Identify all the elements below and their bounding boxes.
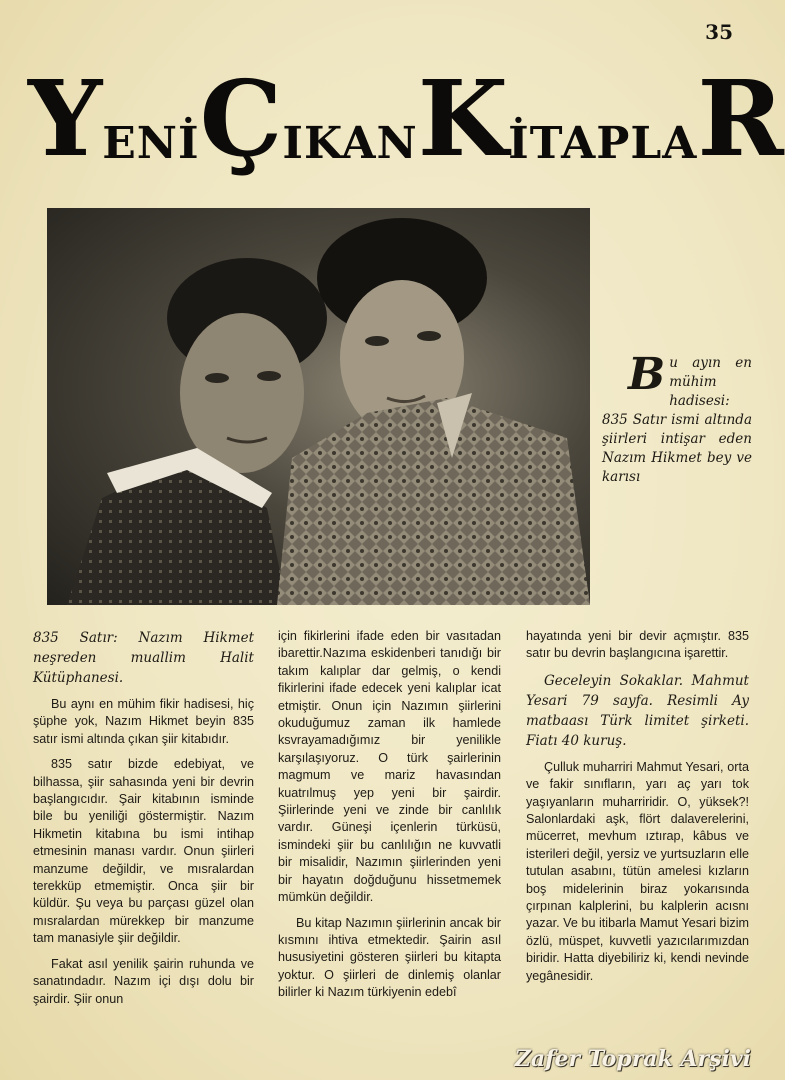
caption-text: u ayın en mühim hadisesi: 835 Satır ismi altında şiirleri intişar eden Nazım Hikmet bey ve karısı bbox=[602, 355, 752, 485]
paragraph: hayatında yeni bir devir açmıştır. 835 satır bu devrin başlangıcına işarettir. bbox=[526, 629, 749, 661]
paragraph: için fikirlerini ifade eden bir vasıtadan ibarettir.Nazıma eskidenberi tanıdığı bir takım kalıplar dar gelmiş, o kendi fikirlerini ifade edecek yeni kalıplar icat etmiştir. Onun için Nazımın şiirlerini okuduğumuz zaman ilk hamlede ksvrayamadığımız bir yenilikle karşılaşıyoruz. O türk şairlerinin magmum ve mariz havasından kuatrılmuş yep yeni bir şairdir. Şiirlerinde yeni ve zinde bir canlılık vardır. Güneşi içenlerin türküsü, ismindeki şiir bu canlılığın ne kuvvatli bir misalidir, Nazımın şiirlerinden yeni bir hayatın doğduğunu hissetmemek mümkün değildir. bbox=[278, 629, 501, 905]
article-column-3 bbox=[526, 628, 749, 993]
photo-caption bbox=[602, 349, 752, 487]
headline-word-1: Y ENİ bbox=[28, 57, 200, 181]
paragraph: Bu kitap Nazımın şiirlerinin ancak bir kısmını ihtiva etmektedir. Şairin asıl hususiyetini gösteren şiirleri bu kitapta yoktur. O şiirleri de dinlemiş olanlar bilirler ki Nazım türkiyenin edebî bbox=[278, 915, 501, 1000]
paragraph: Çulluk muharriri Mahmut Yesari, orta ve fakir sınıfların, yarı aç yarı tok yaşıyanların muharriridir. O, yüksek?! Salonlardaki aşk, flört dalaverelerini, mücerret, mevhum ıztırap, kâbus ve isterileri değil, yersiz ve yurtsuzların elle tutulan asabını, tütün amelesi kızların boş midelerinin biraz yokarısında çırpınan kalplerini, bu kalplerin acısnı yazar. Ve bu itibarla Mamut Yesari bizim özlü, müspet, kuvvetli yazıcılarımızdan biridir. Hatta diyebiliriz ki, kendi nevinde yegânesidir. bbox=[526, 759, 749, 983]
paragraph: Bu aynı en mühim fikir hadisesi, hiç şüphe yok, Nazım Hikmet beyin 835 satır ismi altında çıkan şiir kitabıdır. bbox=[33, 697, 254, 746]
paragraph: Fakat asıl yenilik şairin ruhunda ve sanatındadır. Nazım içi dışı dolu bir şairdir. Şiir onun bbox=[33, 956, 254, 1006]
headline-word-3: K İTAPLA R bbox=[417, 57, 784, 181]
page-headline bbox=[28, 56, 784, 181]
headline-word-2: Ç IKAN bbox=[199, 57, 418, 181]
paragraph: 835 satır bizde edebiyat, ve bilhassa, şiir sahasında yeni bir devrin başlangıcıdır. Şair kitabının isminde bile bu yeniliği göstermiştir. Nazım Hikmetin kitabına bu ismi intihap etmesinin manası vardır. Onun şiirleri manzume değildir, ve mısralardan terekküp etmemiştir. Onca şiir bir küldür. Şu veya bu parçası güzel olan mısralardan mürekkep bir manzume tam manasiyle şiir değildir. bbox=[33, 757, 254, 946]
page-number: 35 bbox=[705, 20, 733, 44]
article-column-1 bbox=[33, 628, 254, 1016]
archive-watermark: Zafer Toprak Arşivi bbox=[514, 1046, 751, 1072]
article-column-2 bbox=[278, 628, 501, 1010]
book-reference: 835 Satır: Nazım Hikmet neşreden muallim Halit Kütüphanesi. bbox=[33, 630, 254, 686]
portrait-illustration bbox=[47, 208, 590, 605]
book-reference: Geceleyin Sokaklar. Mahmut Yesari 79 sayfa. Resimli Ay matbaası Türk limitet şirketi. Fiatı 40 kuruş. bbox=[526, 672, 749, 749]
caption-drop-cap: B bbox=[628, 349, 666, 400]
portrait-photo bbox=[47, 208, 590, 605]
